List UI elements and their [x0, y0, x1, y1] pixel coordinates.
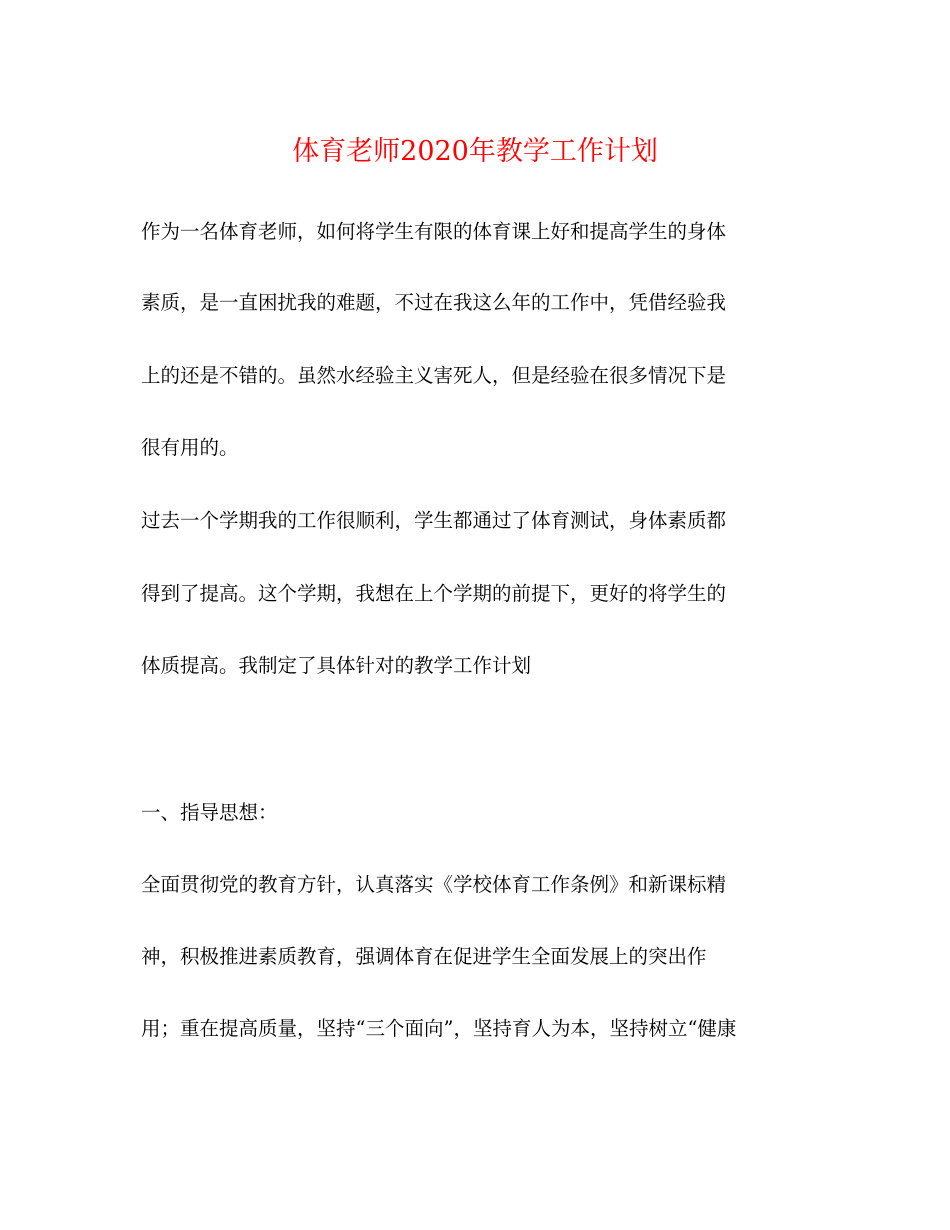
section-heading: 一、指导思想：: [141, 801, 278, 824]
paragraph-line: 用；重在提高质量，坚持“三个面向”，坚持育人为本，坚持树立“健康: [141, 1017, 737, 1040]
paragraph-line: 得到了提高。这个学期，我想在上个学期的前提下，更好的将学生的: [141, 582, 727, 605]
document-title: 体育老师2020年教学工作计划: [292, 136, 658, 167]
paragraph-line: 很有用的。: [141, 436, 239, 459]
paragraph-line: 全面贯彻党的教育方针，认真落实《学校体育工作条例》和新课标精: [141, 873, 727, 896]
paragraph-line: 上的还是不错的。虽然水经验主义害死人，但是经验在很多情况下是: [141, 364, 727, 387]
paragraph-line: 作为一名体育老师，如何将学生有限的体育课上好和提高学生的身体: [141, 220, 727, 243]
paragraph-line: 神，积极推进素质教育，强调体育在促进学生全面发展上的突出作: [141, 945, 707, 968]
paragraph-line: 体质提高。我制定了具体针对的教学工作计划: [141, 654, 532, 677]
paragraph-line: 过去一个学期我的工作很顺利，学生都通过了体育测试，身体素质都: [141, 509, 727, 532]
paragraph-line: 素质，是一直困扰我的难题，不过在我这么年的工作中，凭借经验我: [141, 291, 727, 314]
